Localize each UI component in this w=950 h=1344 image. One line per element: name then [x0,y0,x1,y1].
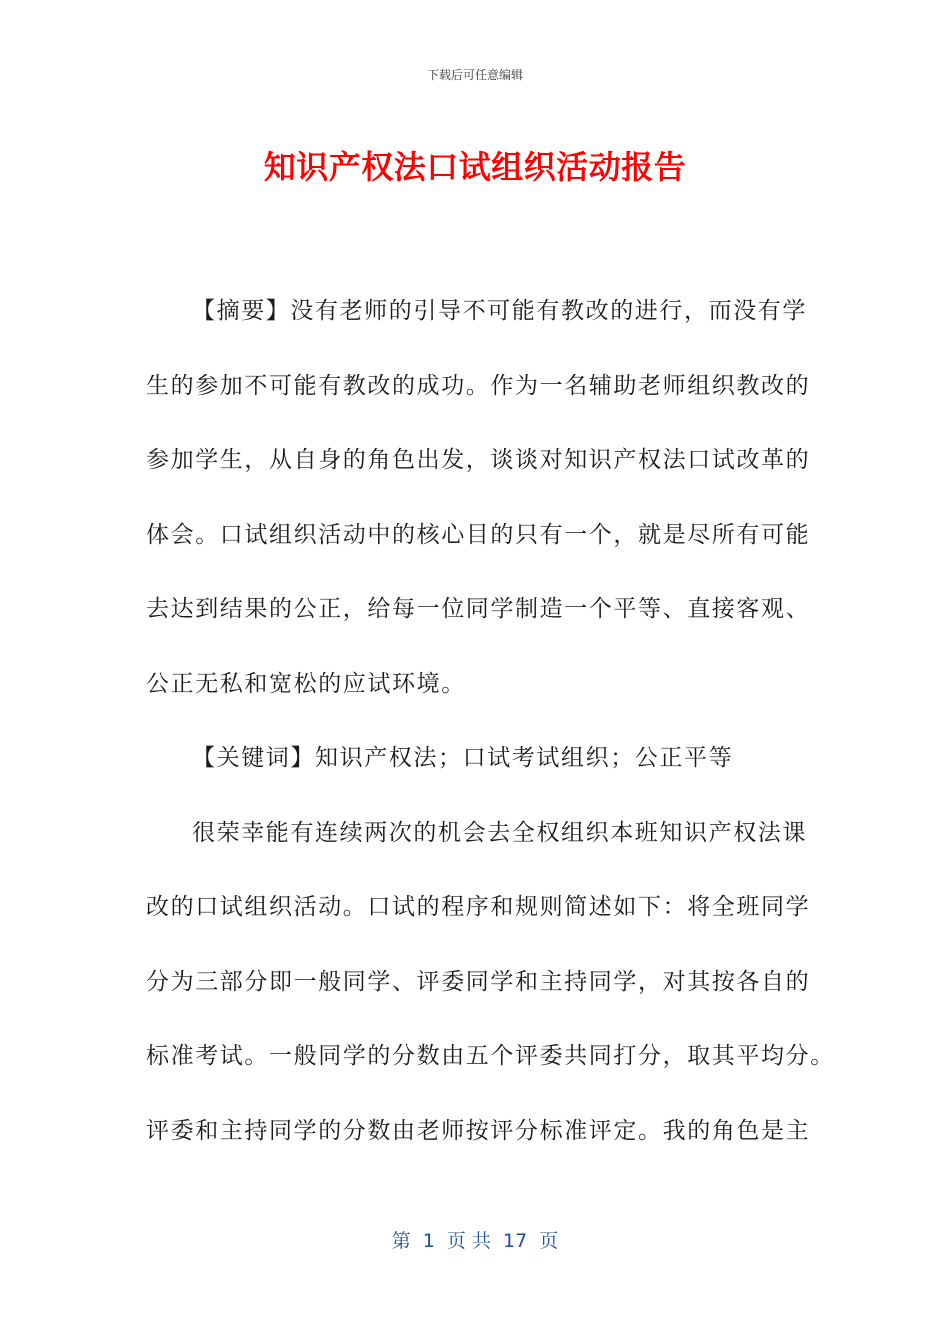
body-line: 生的参加不可能有教改的成功。作为一名辅助老师组织教改的 [146,372,811,399]
body-line: 去达到结果的公正，给每一位同学制造一个平等、直接客观、 [146,596,811,622]
body-line: 改的口试组织活动。口试的程序和规则简述如下：将全班同学 [146,894,811,920]
header-note: 下载后可任意编辑 [426,68,523,82]
body-line: 公正无私和宽松的应试环境。 [146,670,466,697]
body-line: 标准考试。一般同学的分数由五个评委共同打分，取其平均分。 [146,1043,835,1069]
document-body [146,274,835,1168]
body-line: 评委和主持同学的分数由老师按评分标准评定。我的角色是主 [146,1117,811,1144]
body-line: 参加学生，从自身的角色出发，谈谈对知识产权法口试改革的 [146,447,811,473]
body-line-paragraph-start: 很荣幸能有连续两次的机会去全权组织本班知识产权法课 [192,819,807,846]
body-line: 体会。口试组织活动中的核心目的只有一个，就是尽所有可能 [146,521,811,548]
document-title: 知识产权法口试组织活动报告 [263,148,687,186]
keywords-line: 【关键词】知识产权法；口试考试组织；公正平等 [192,745,734,771]
body-line-abstract-start: 【摘要】没有老师的引导不可能有教改的进行，而没有学 [192,298,807,324]
body-line: 分为三部分即一般同学、评委同学和主持同学，对其按各自的 [146,968,811,995]
page-number-footer: 第 1 页 共 17 页 [391,1230,559,1252]
